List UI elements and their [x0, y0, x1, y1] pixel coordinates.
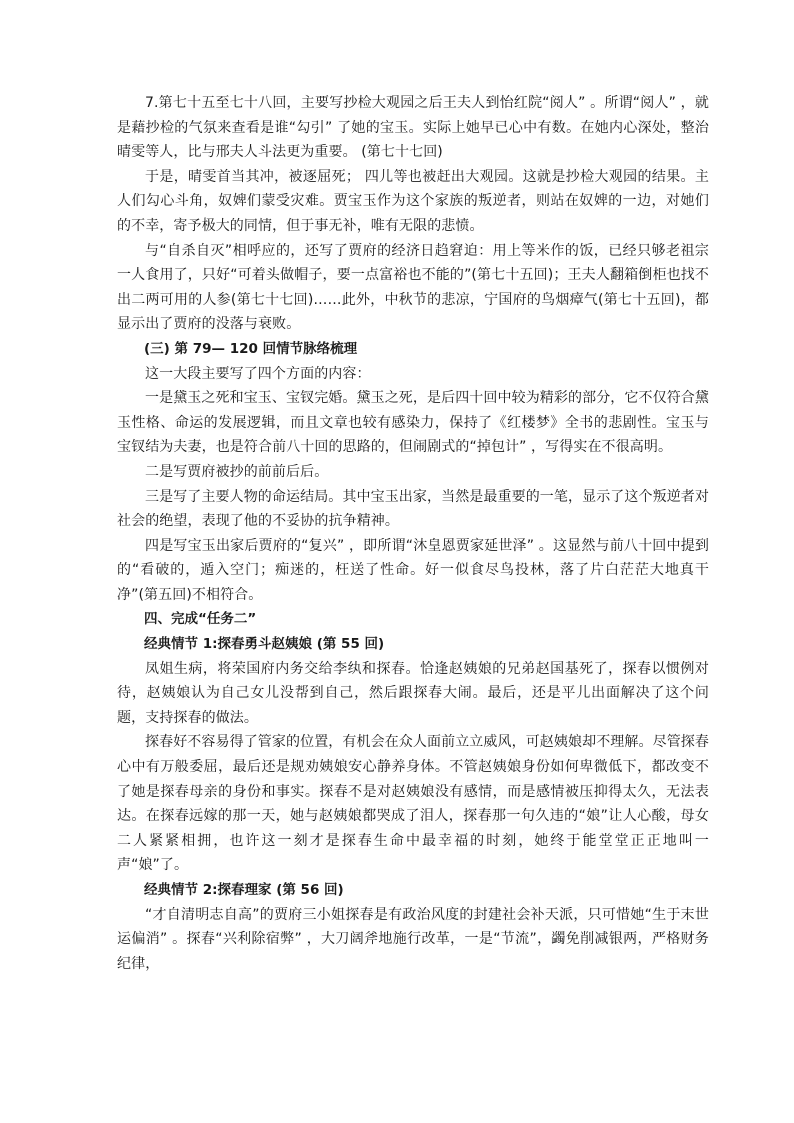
paragraph: 探春好不容易得了管家的位置，有机会在众人面前立立威风，可赵姨娘却不理解。尽管探春心中有万般委屈，最后还是规劝姨娘安心静养身体。不管赵姨娘身份如何卑微低下，都改变不了她是探春母亲的身份和事实。探春不是对赵姨娘没有感情，而是感情被压抑得太久，无法表达。在探春远嫁的那一天，她与赵姨娘都哭成了泪人，探春那一句久违的“娘”让人心酸，母女二人紧紧相拥，也许这一刻才是探春生命中最幸福的时刻，她终于能堂堂正正地叫一声“娘”了。: [117, 734, 709, 874]
paragraph: 二是写贾府被抄的前前后后。: [145, 463, 329, 480]
section-heading: 经典情节 1:探春勇斗赵姨娘 (第 55 回): [144, 636, 385, 653]
paragraph: 四是写宝玉出家后贾府的“复兴” ，即所谓“沐皇恩贾家延世泽” 。这显然与前八十回中提到的“看破的，遁入空门；痴迷的，枉送了性命。好一似食尽鸟投林，落了片白茫茫大地真干净”(第五回)不相符合。: [117, 537, 709, 603]
paragraph: 凤姐生病，将荣国府内务交给李纨和探春。恰逢赵姨娘的兄弟赵国基死了，探春以惯例对待，赵姨娘认为自己女儿没帮到自己，然后跟探春大闹。最后，还是平儿出面解决了这个问题，支持探春的做法。: [117, 660, 709, 726]
paragraph: 三是写了主要人物的命运结局。其中宝玉出家，当然是最重要的一笔，显示了这个叛逆者对社会的绝望，表现了他的不妥协的抗争精神。: [117, 488, 709, 530]
paragraph: “才自清明志自高”的贾府三小姐探春是有政治风度的封建社会补天派，只可惜她“生于末世运偏消” 。探春“兴利除宿弊” ，大刀阔斧地施行改革，一是“节流”，蠲免削减银两，严格财务纪律，: [117, 906, 709, 972]
paragraph: 于是，晴雯首当其冲，被逐屈死； 四儿等也被赶出大观园。这就是抄检大观园的结果。主人们勾心斗角，奴婢们蒙受灾难。贾宝玉作为这个家族的叛逆者，则站在奴婢的一边，对她们的不幸，寄予极大的同情，但于事无补，唯有无限的悲愤。: [117, 168, 709, 234]
section-heading: (三) 第 79— 120 回情节脉络梳理: [144, 340, 358, 357]
paragraph: 这一大段主要写了四个方面的内容：: [145, 365, 371, 382]
section-heading: 四、完成“任务二”: [144, 611, 257, 628]
section-heading: 经典情节 2:探春理家 (第 56 回): [144, 882, 344, 898]
paragraph: 与“自杀自灭”相呼应的，还写了贾府的经济日趋窘迫：用上等米作的饭，已经只够老祖宗一人食用了，只好“可着头做帽子，要一点富裕也不能的”(第七十五回)；王夫人翻箱倒柜也找不出二两可用的人参(第七十七回)……此外，中秋节的悲凉，宁国府的鸟烟瘴气(第七十五回)，都显示出了贾府的没落与衰败。: [117, 242, 709, 333]
document-body: [117, 91, 709, 976]
paragraph: 7.第七十五至七十八回，主要写抄检大观园之后王夫人到怡红院“阅人” 。所谓“阅人” ，就是藉抄检的气氛来查看是谁“勾引” 了她的宝玉。实际上她早已心中有数。在她内心深处，整治晴雯等人，比与邢夫人斗法更为重要。 (第七十七回): [117, 95, 709, 161]
paragraph: 一是黛玉之死和宝玉、宝钗完婚。黛玉之死，是后四十回中较为精彩的部分，它不仅符合黛玉性格、命运的发展逻辑，而且文章也较有感染力，保持了《红楼梦》全书的悲剧性。宝玉与宝钗结为夫妻，也是符合前八十回的思路的，但闹剧式的“掉包计” ，写得实在不很高明。: [117, 390, 709, 456]
